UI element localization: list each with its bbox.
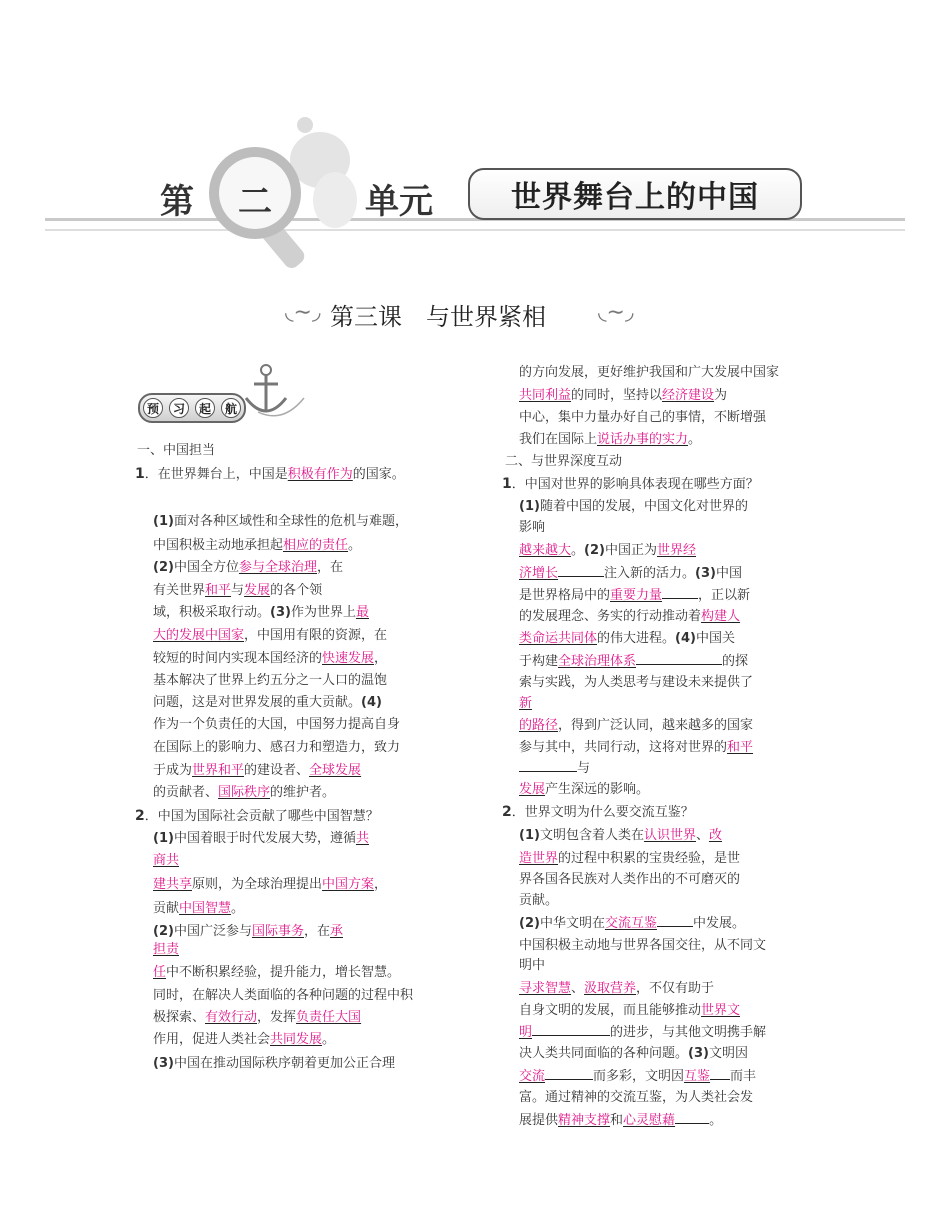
unit-char-di: 第 xyxy=(160,182,194,222)
text-line: 中心，集中力量办好自己的事情，不断增强 xyxy=(519,410,767,425)
section-heading: 二、与世界深度互动 xyxy=(505,454,623,469)
answer-blank: 全球治理体系 xyxy=(558,654,637,669)
text-line: 作为一个负责任的大国，中国努力提高自身 xyxy=(153,717,401,732)
text-line: 问题，这是对世界发展的重大贡献。(4) xyxy=(153,695,382,710)
text-line: 明 的进步，与其他文明携手解 xyxy=(519,1025,767,1040)
answer-blank: 有效行动 xyxy=(205,1010,258,1025)
text-line: 贡献中国智慧。 xyxy=(153,901,245,916)
anchor-icon xyxy=(238,362,308,426)
text-line: 的路径，得到广泛认同，越来越多的国家 xyxy=(519,718,754,733)
text-line: (2)中国广泛参与国际事务，在承 xyxy=(153,924,343,939)
text-line: 决人类共同面临的各种问题。(3)文明因 xyxy=(519,1046,748,1061)
text-line: (3)中国在推动国际秩序朝着更加公正合理 xyxy=(153,1056,395,1071)
answer-blank: 快速发展 xyxy=(322,651,375,666)
answer-blank: 承 xyxy=(329,924,343,939)
text-line: 域，积极采取行动。(3)作为世界上最 xyxy=(153,605,369,620)
answer-blank: 重要力量 xyxy=(610,588,663,603)
text-line: 中国积极主动地承担起相应的责任。 xyxy=(153,538,362,553)
lesson-title: 第三课 与世界紧相 xyxy=(330,303,546,331)
question-heading: 2．中国为国际社会贡献了哪些中国智慧？ xyxy=(135,808,379,824)
answer-blank: 界 xyxy=(545,851,559,866)
answer-blank: 国际秩序 xyxy=(218,785,271,800)
answer-blank: 汲取营养 xyxy=(584,981,637,996)
text-line: 作用，促进人类社会共同发展。 xyxy=(153,1032,336,1047)
answer-blank: 精神支撑 xyxy=(558,1113,611,1128)
badge-char: 预 xyxy=(143,398,163,418)
badge-char: 习 xyxy=(169,398,189,418)
text-line: 的贡献者、国际秩序的维护者。 xyxy=(153,785,336,800)
text-line: 的发展理念、务实的行动推动着构建人 xyxy=(519,609,741,624)
right-ornament-icon: ◟∼◞ xyxy=(598,300,634,325)
text-line: 于构建全球治理体系 的探 xyxy=(519,654,749,669)
text-line: 建共享原则，为全球治理提出中国方案， xyxy=(153,877,388,892)
answer-blank: 说话办事的实力 xyxy=(597,432,689,447)
question-heading: 2．世界文明为什么要交流互鉴？ xyxy=(502,804,694,820)
text-line: 我们在国际上说话办事的实力。 xyxy=(519,432,702,447)
text-line: 造世界的过程中积累的宝贵经验，是世 xyxy=(519,851,741,866)
text-line: 于成为世界和平的建设者、全球发展 xyxy=(153,763,362,778)
answer-blank: 济增长 xyxy=(519,566,559,581)
question-heading: 1．中国对世界的影响具体表现在哪些方面？ xyxy=(502,476,759,492)
answer-blank: 改 xyxy=(708,828,722,843)
answer-blank: 共同利益 xyxy=(519,388,572,403)
answer-blank: 国际事务 xyxy=(251,924,304,939)
answer-blank: 心灵慰藉 xyxy=(623,1113,676,1128)
section-heading: 一、中国担当 xyxy=(137,443,216,458)
text-line: 济增长 注入新的活力。(3)中国 xyxy=(519,566,742,581)
text-line: 在国际上的影响力、感召力和塑造力，致力 xyxy=(153,740,401,755)
badge-char: 起 xyxy=(195,398,215,418)
text-line: 同时，在解决人类面临的各种问题的过程中积 xyxy=(153,988,414,1003)
text-line: (2)中国全方位参与全球治理，在 xyxy=(153,560,343,575)
answer-blank: 参与全球治理 xyxy=(238,560,317,575)
text-line: 基本解决了世界上约五分之一人口的温饱 xyxy=(153,673,388,688)
answer-blank: 发展 xyxy=(244,583,271,598)
answer-blank: 寻求智慧 xyxy=(519,981,572,996)
preview-badge xyxy=(138,393,246,423)
text-line: 界各国各民族对人类作出的不可磨灭的 xyxy=(519,872,741,887)
answer-blank: 大的发展中国家 xyxy=(153,628,245,643)
text-line: 的方向发展，更好维护我国和广大发展中国家 xyxy=(519,365,780,380)
text-line: 是世界格局中的重要力量 ，正以新 xyxy=(519,588,751,603)
answer-blank: 最 xyxy=(355,605,369,620)
text-line: 展提供精神支撑和心灵慰藉 。 xyxy=(519,1113,723,1128)
text-line: 中国积极主动地与世界各国交往，从不同文 xyxy=(519,938,767,953)
text-line: 交流 而多彩，文明因互鉴 而丰 xyxy=(519,1069,757,1084)
text-line: 自身文明的发展，而且能够推动世界文 xyxy=(519,1003,741,1018)
text-line: 1．在世界舞台上，中国是积极有作为的国家。 xyxy=(135,466,405,482)
text-line: (1)随着中国的发展，中国文化对世界的 xyxy=(519,499,748,514)
answer-blank: 经济建设 xyxy=(662,388,715,403)
answer-blank: 积极有作为 xyxy=(287,467,353,482)
answer-blank: 商共 xyxy=(153,853,180,868)
answer-blank: 全球发展 xyxy=(309,763,362,778)
text-line: 大的发展中国家，中国用有限的资源，在 xyxy=(153,628,388,643)
text-line: 寻求智慧、汲取营养，不仅有助于 xyxy=(519,981,715,996)
header-rule-bottom xyxy=(45,229,905,231)
unit-char-danyuan: 单元 xyxy=(365,182,433,222)
text-line: 越来越大。(2)中国正为世界经 xyxy=(519,543,696,558)
answer-blank: 和平 xyxy=(205,583,232,598)
badge-char: 航 xyxy=(221,398,241,418)
text-line: 共同利益的同时，坚持以经济建设为 xyxy=(519,388,728,403)
answer-blank: 世界和平 xyxy=(192,763,245,778)
text-line: 发展产生深远的影响。 xyxy=(519,782,650,797)
text-line: 参与其中，共同行动，这将对世界的和平 xyxy=(519,740,754,755)
text-line: 富。通过精神的交流互鉴，为人类社会发 xyxy=(519,1090,754,1105)
unit-char-number: 二 xyxy=(238,182,272,222)
answer-blank: 互鉴 xyxy=(684,1069,711,1084)
text-line: (1)文明包含着人类在认识世界、改 xyxy=(519,828,722,843)
text-line: 较短的时间内实现本国经济的快速发展， xyxy=(153,651,388,666)
answer-blank: 世界文 xyxy=(701,1003,741,1018)
answer-blank: 明 xyxy=(519,1025,533,1040)
answer-blank: 负责任大国 xyxy=(296,1010,362,1025)
magnifier-leaf-icon xyxy=(200,115,360,275)
text-line xyxy=(153,941,179,959)
text-line: 索与实践，为人类思考与建设未来提供了 xyxy=(519,675,754,690)
answer-blank: 共同发展 xyxy=(270,1032,323,1047)
answer-blank: 发展 xyxy=(519,782,546,797)
text-line: (1)中国着眼于时代发展大势，遵循共 xyxy=(153,831,369,846)
answer-blank: 共 xyxy=(355,831,369,846)
answer-blank: 类命运共同体 xyxy=(519,631,598,646)
text-line: 影响 xyxy=(519,520,546,535)
text-line: 任中不断积累经验，提升能力，增长智慧。 xyxy=(153,965,401,980)
text-line: 极探索、有效行动，发挥负责任大国 xyxy=(153,1010,362,1025)
answer-blank: 造世 xyxy=(519,851,546,866)
answer-blank: 新 xyxy=(519,696,533,711)
answer-blank: 交流互鉴 xyxy=(604,916,657,931)
answer-blank: 认识世界 xyxy=(643,828,696,843)
left-ornament-icon: ◟∼◞ xyxy=(285,300,321,325)
answer-blank: 中国智慧 xyxy=(179,901,232,916)
text-line: 明中 xyxy=(519,958,546,973)
unit-title: 世界舞台上的中国 xyxy=(468,168,802,220)
answer-blank: 交流 xyxy=(519,1069,546,1084)
answer-blank: 任 xyxy=(153,965,167,980)
text-line: (2)中华文明在交流互鉴 中发展。 xyxy=(519,916,745,931)
answer-blank: 世界经 xyxy=(656,543,696,558)
answer-blank: 和平 xyxy=(727,740,754,755)
text-line xyxy=(153,852,179,870)
answer-blank: 的路径 xyxy=(519,718,559,733)
answer-blank: 中国方案 xyxy=(322,877,375,892)
answer-blank: 构建人 xyxy=(701,609,741,624)
text-line: (1)面对各种区域性和全球性的危机与难题， xyxy=(153,514,408,529)
text-line: 贡献。 xyxy=(519,893,559,908)
answer-blank: 担责 xyxy=(153,942,180,957)
text-line xyxy=(519,695,532,713)
answer-blank: 相应的责任 xyxy=(283,538,349,553)
answer-blank: 建共享 xyxy=(153,877,193,892)
text-line: 与 xyxy=(519,759,590,778)
text-line: 类命运共同体的伟大进程。(4)中国关 xyxy=(519,631,735,646)
text-line: 有关世界和平与发展的各个领 xyxy=(153,583,323,598)
answer-blank: 越来越大 xyxy=(519,543,572,558)
